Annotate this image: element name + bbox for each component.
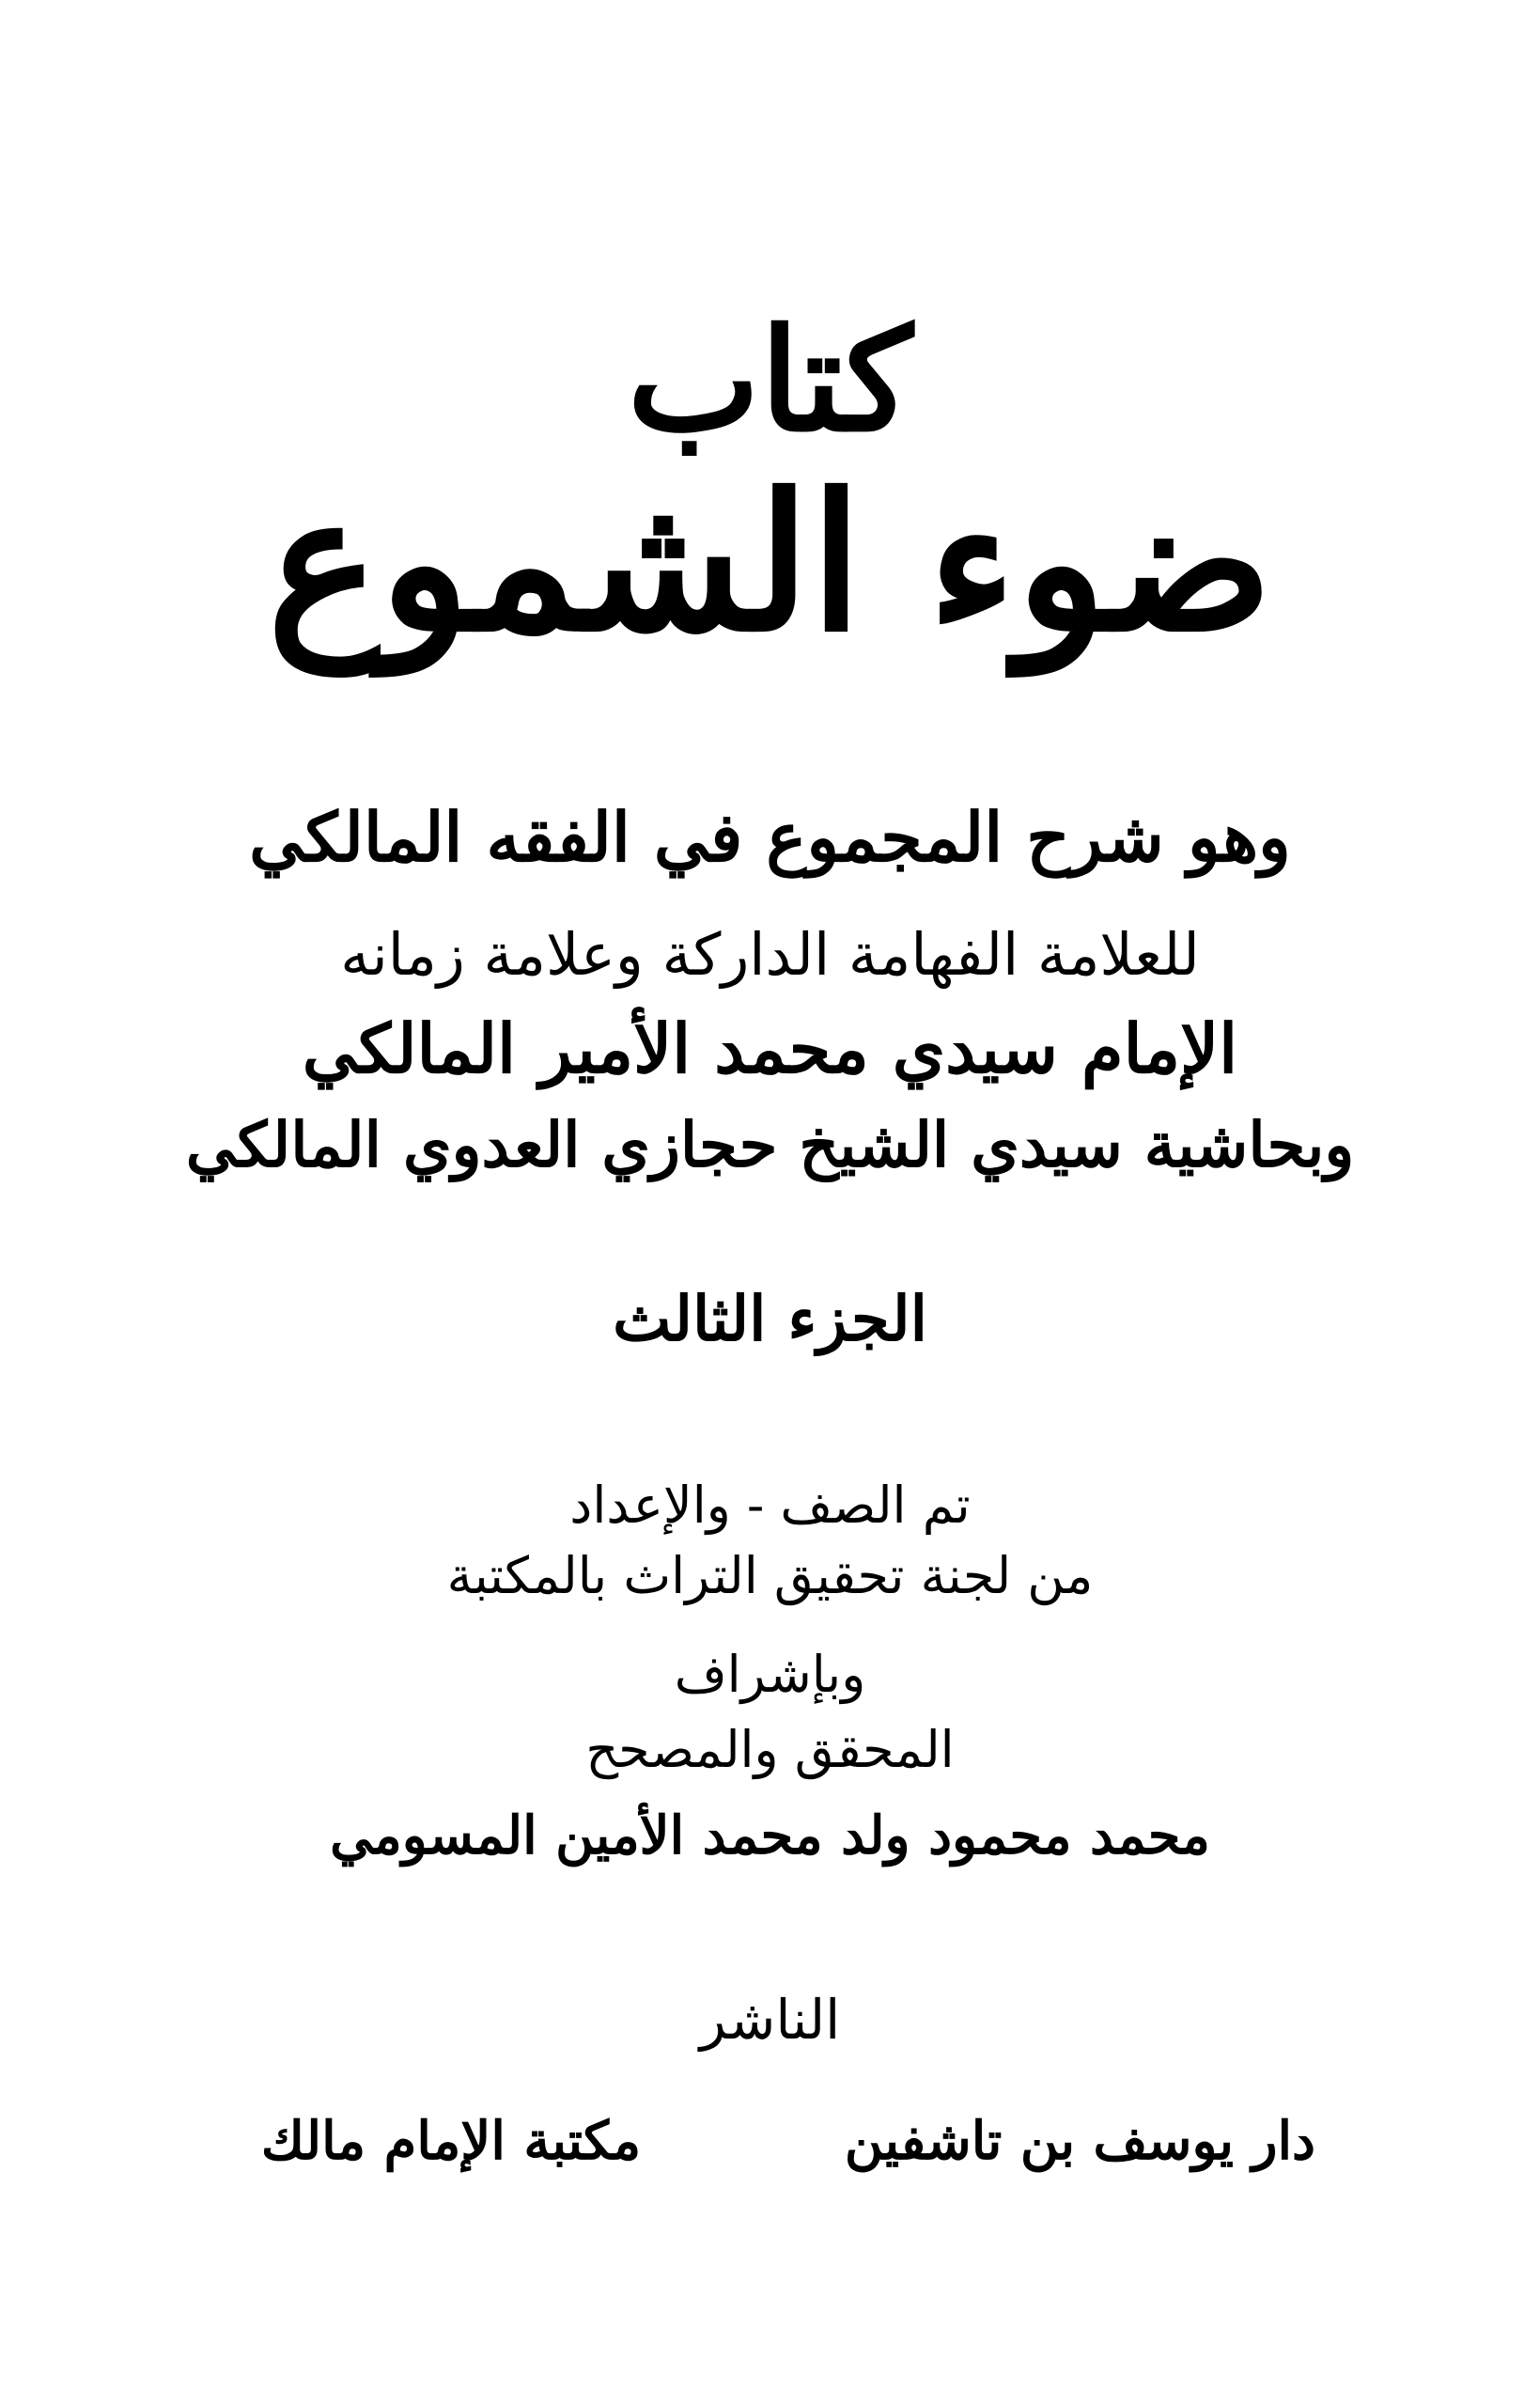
publisher-label: الناشر [699,1988,841,2052]
credit-line-4: المحقق والمصحح [585,1720,955,1779]
book-label: كتاب [627,298,913,463]
volume-label: الجزء الثالث [613,1282,927,1355]
subtitle-line-1: وهو شرح المجموع في الفقه المالكي [249,797,1291,877]
subtitle-line-4: وبحاشية سيدي الشيخ حجازي العدوي المالكي [185,1108,1355,1181]
book-title: ضوء الشموع [267,453,1273,674]
subtitle-line-2: للعلامة الفهامة الداركة وعلامة زمانه [340,920,1200,989]
publisher-right: دار يوسف بن تاشفين [844,2110,1315,2172]
credit-line-3: وبإشراف [674,1645,866,1704]
publisher-left: مكتبة الإمام مالك [260,2110,642,2172]
subtitle-line-3: الإمام سيدي محمد الأمير المالكي [302,1008,1238,1088]
credit-line-1: تم الصف - والإعداد [569,1476,971,1535]
credit-line-2: من لجنة تحقيق التراث بالمكتبة [446,1546,1094,1605]
editor-name: محمد محمود ولد محمد الأمين المسومي [330,1804,1210,1867]
